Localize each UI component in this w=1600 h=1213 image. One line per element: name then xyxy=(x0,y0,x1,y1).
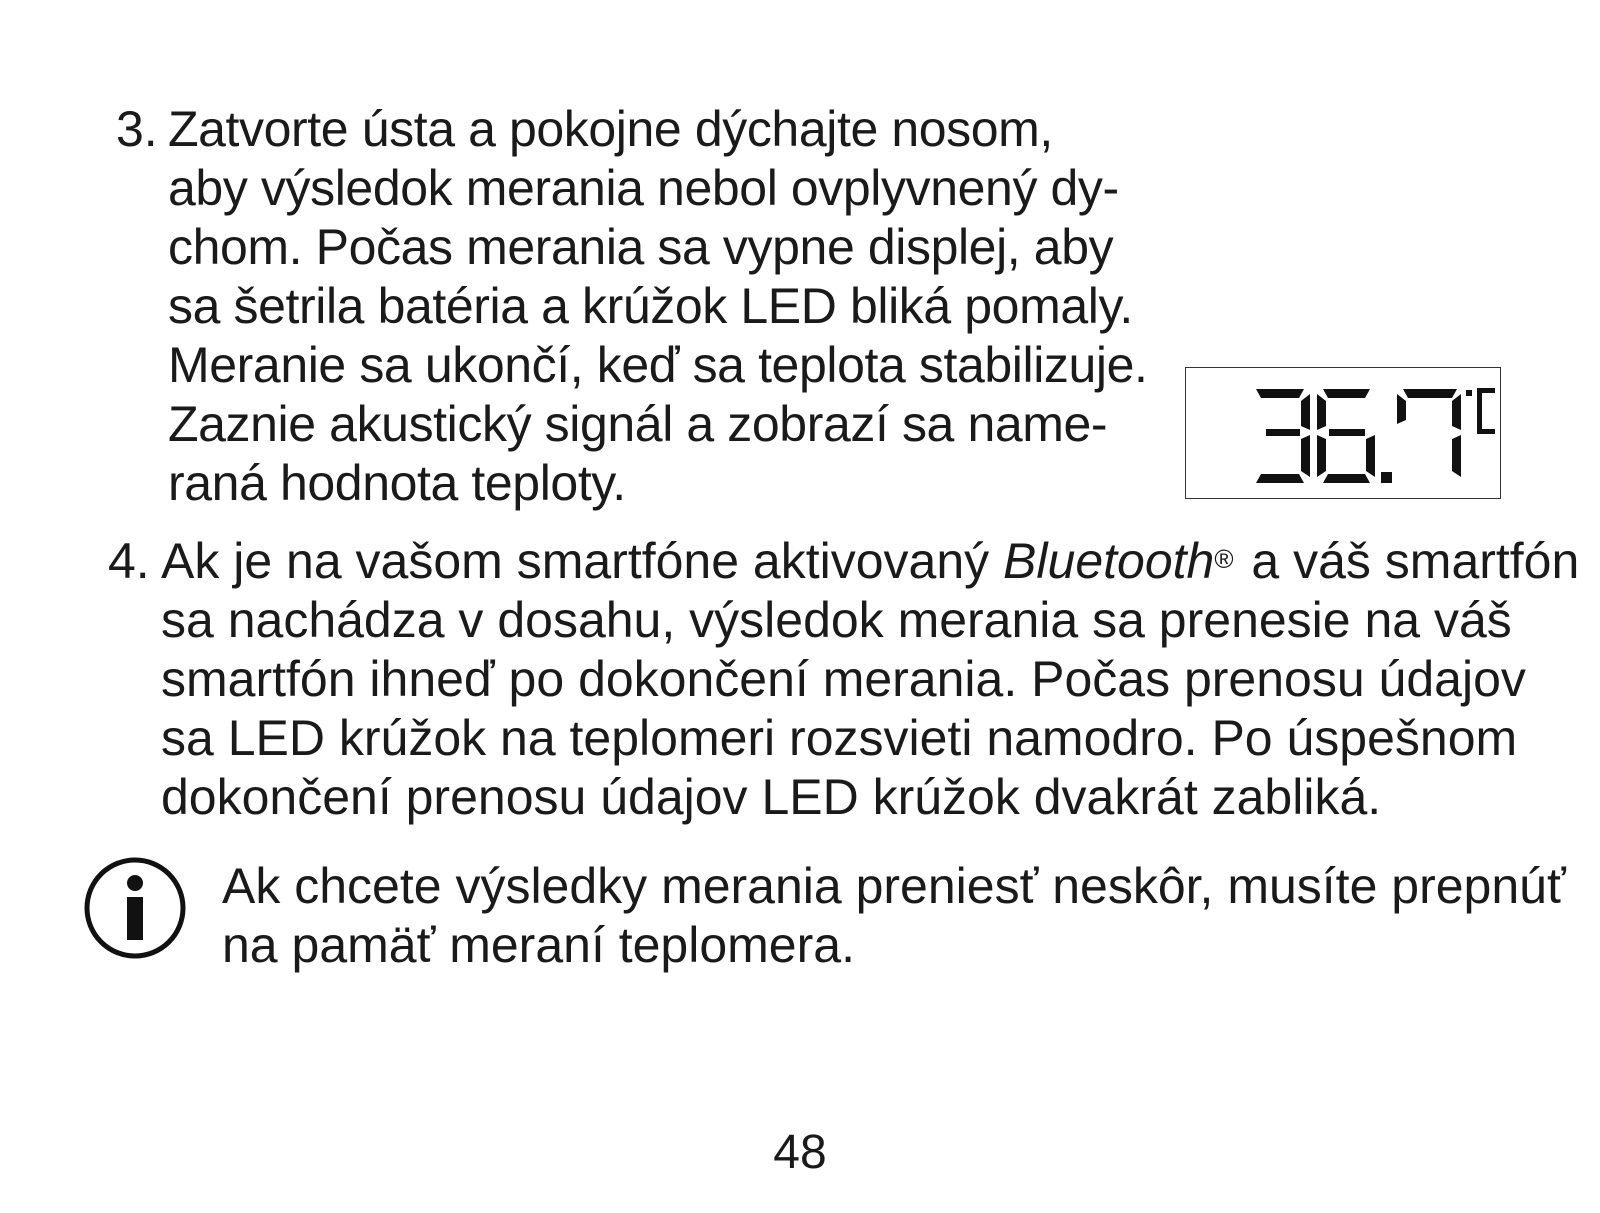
thermometer-display xyxy=(1185,367,1501,499)
step-4-line: smartfón ihneď po dokončení merania. Počas prenosu údajov xyxy=(161,651,1526,707)
info-icon xyxy=(82,855,188,961)
step-3-number: 3. xyxy=(116,101,158,157)
step-4-line xyxy=(161,532,1580,591)
step-4-line: sa nachádza v dosahu, výsledok merania sa prenesie na váš xyxy=(161,592,1512,648)
step-3-line: sa šetrila batéria a krúžok LED bliká pomaly. xyxy=(168,278,1133,334)
note-line: na pamäť meraní teplomera. xyxy=(222,917,855,973)
step-4-text-fragment: a váš smartfón xyxy=(1237,533,1580,589)
step-3-line: chom. Počas merania sa vypne displej, aby xyxy=(168,219,1114,275)
lcd-reading xyxy=(1186,368,1502,500)
step-3-line: raná hodnota teploty. xyxy=(168,455,626,511)
registered-mark: ® xyxy=(1214,544,1234,574)
step-3-line: Zaznie akustický signál a zobrazí sa name- xyxy=(168,396,1108,452)
step-4-text-fragment: Ak je na vašom smartfóne aktivovaný xyxy=(161,533,1004,589)
step-3-line: aby výsledok merania nebol ovplyvnený dy- xyxy=(168,160,1119,216)
step-3-line: Meranie sa ukončí, keď sa teplota stabilizuje. xyxy=(168,337,1148,393)
note-text xyxy=(222,857,1566,975)
step-4-number: 4. xyxy=(108,533,150,589)
bluetooth-brand: Bluetooth xyxy=(1003,533,1215,589)
step-4-line: sa LED krúžok na teplomeri rozsvieti namodro. Po úspešnom xyxy=(161,710,1518,766)
step-4-line: dokončení prenosu údajov LED krúžok dvakrát zabliká. xyxy=(161,769,1382,825)
step-4-text xyxy=(161,532,1580,827)
step-3-line: Zatvorte ústa a pokojne dýchajte nosom, xyxy=(168,101,1053,157)
page-number: 48 xyxy=(773,1126,827,1179)
note-line: Ak chcete výsledky merania preniesť neskôr, musíte prepnúť xyxy=(222,858,1566,914)
